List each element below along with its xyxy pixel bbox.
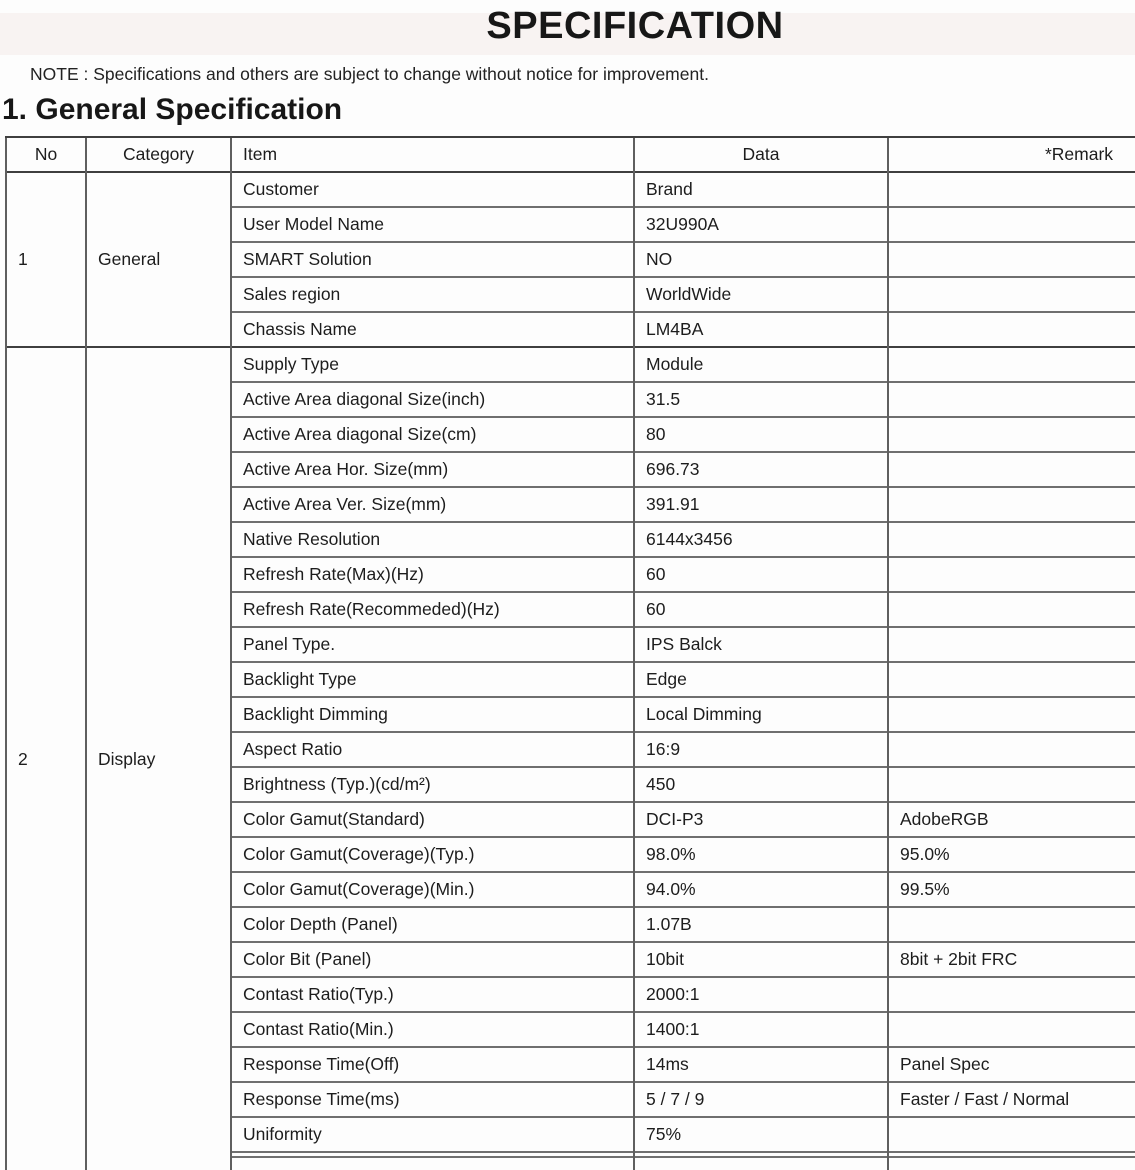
item-cell: Backlight Type bbox=[231, 662, 634, 697]
item-cell: User Model Name bbox=[231, 207, 634, 242]
remark-cell bbox=[888, 662, 1135, 697]
data-cell: DCI-P3 bbox=[634, 802, 888, 837]
remark-cell: Panel Spec bbox=[888, 1047, 1135, 1082]
item-cell: Contast Ratio(Typ.) bbox=[231, 977, 634, 1012]
data-cell: 14ms bbox=[634, 1047, 888, 1082]
remark-cell: 95.0% bbox=[888, 837, 1135, 872]
data-cell: 60 bbox=[634, 592, 888, 627]
data-cell: 80 bbox=[634, 417, 888, 452]
data-cell: 450 bbox=[634, 767, 888, 802]
table-row bbox=[6, 347, 1135, 382]
truncated-cell bbox=[231, 1157, 634, 1170]
item-cell: Customer bbox=[231, 172, 634, 207]
item-cell: Active Area diagonal Size(inch) bbox=[231, 382, 634, 417]
remark-cell bbox=[888, 1117, 1135, 1152]
note-text: NOTE : Specifications and others are subject to change without notice for improvement. bbox=[30, 64, 709, 84]
item-cell: Color Depth (Panel) bbox=[231, 907, 634, 942]
remark-cell bbox=[888, 522, 1135, 557]
data-cell: 1.07B bbox=[634, 907, 888, 942]
data-cell: LM4BA bbox=[634, 312, 888, 347]
item-cell: Native Resolution bbox=[231, 522, 634, 557]
remark-cell bbox=[888, 557, 1135, 592]
item-cell: Refresh Rate(Recommeded)(Hz) bbox=[231, 592, 634, 627]
data-cell: IPS Balck bbox=[634, 627, 888, 662]
item-cell: Color Gamut(Coverage)(Typ.) bbox=[231, 837, 634, 872]
table-header-row bbox=[6, 137, 1135, 172]
remark-cell: AdobeRGB bbox=[888, 802, 1135, 837]
item-cell: Chassis Name bbox=[231, 312, 634, 347]
item-cell: Active Area diagonal Size(cm) bbox=[231, 417, 634, 452]
remark-cell bbox=[888, 172, 1135, 207]
remark-cell bbox=[888, 1012, 1135, 1047]
item-cell: Refresh Rate(Max)(Hz) bbox=[231, 557, 634, 592]
data-cell: Local Dimming bbox=[634, 697, 888, 732]
item-cell: Active Area Hor. Size(mm) bbox=[231, 452, 634, 487]
remark-cell: 8bit + 2bit FRC bbox=[888, 942, 1135, 977]
item-cell: Uniformity bbox=[231, 1117, 634, 1152]
data-cell: Edge bbox=[634, 662, 888, 697]
data-cell: 16:9 bbox=[634, 732, 888, 767]
remark-cell bbox=[888, 487, 1135, 522]
item-cell: Color Gamut(Coverage)(Min.) bbox=[231, 872, 634, 907]
data-cell: 696.73 bbox=[634, 452, 888, 487]
section-category-cell: General bbox=[86, 172, 231, 347]
item-cell: SMART Solution bbox=[231, 242, 634, 277]
item-cell: Contast Ratio(Min.) bbox=[231, 1012, 634, 1047]
page-title: SPECIFICATION bbox=[486, 5, 784, 47]
data-cell: Module bbox=[634, 347, 888, 382]
remark-cell bbox=[888, 242, 1135, 277]
item-cell: Backlight Dimming bbox=[231, 697, 634, 732]
data-cell: 60 bbox=[634, 557, 888, 592]
remark-cell bbox=[888, 977, 1135, 1012]
data-cell: 2000:1 bbox=[634, 977, 888, 1012]
item-cell: Response Time(ms) bbox=[231, 1082, 634, 1117]
data-cell: Brand bbox=[634, 172, 888, 207]
remark-cell bbox=[888, 347, 1135, 382]
data-cell: 75% bbox=[634, 1117, 888, 1152]
remark-cell bbox=[888, 382, 1135, 417]
data-cell: WorldWide bbox=[634, 277, 888, 312]
data-cell: 94.0% bbox=[634, 872, 888, 907]
truncated-cell bbox=[634, 1157, 888, 1170]
data-cell: 1400:1 bbox=[634, 1012, 888, 1047]
remark-cell bbox=[888, 697, 1135, 732]
data-cell: 6144x3456 bbox=[634, 522, 888, 557]
header-cell-remark: *Remark bbox=[888, 137, 1135, 172]
remark-cell bbox=[888, 207, 1135, 242]
item-cell: Supply Type bbox=[231, 347, 634, 382]
remark-cell bbox=[888, 277, 1135, 312]
header-cell-item: Item bbox=[231, 137, 634, 172]
truncated-cell bbox=[888, 1157, 1135, 1170]
item-cell: Color Bit (Panel) bbox=[231, 942, 634, 977]
item-cell: Panel Type. bbox=[231, 627, 634, 662]
item-cell: Active Area Ver. Size(mm) bbox=[231, 487, 634, 522]
remark-cell bbox=[888, 417, 1135, 452]
section-no-cell: 1 bbox=[6, 172, 86, 347]
data-cell: 98.0% bbox=[634, 837, 888, 872]
section-no-cell: 2 bbox=[6, 347, 86, 1170]
item-cell: Sales region bbox=[231, 277, 634, 312]
table-row bbox=[6, 172, 1135, 207]
data-cell: 391.91 bbox=[634, 487, 888, 522]
remark-cell bbox=[888, 767, 1135, 802]
remark-cell bbox=[888, 592, 1135, 627]
remark-cell bbox=[888, 732, 1135, 767]
remark-cell bbox=[888, 312, 1135, 347]
data-cell: NO bbox=[634, 242, 888, 277]
data-cell: 10bit bbox=[634, 942, 888, 977]
remark-cell bbox=[888, 627, 1135, 662]
item-cell: Color Gamut(Standard) bbox=[231, 802, 634, 837]
item-cell: Response Time(Off) bbox=[231, 1047, 634, 1082]
section-heading: 1. General Specification bbox=[2, 93, 343, 126]
header-cell-data: Data bbox=[634, 137, 888, 172]
item-cell: Aspect Ratio bbox=[231, 732, 634, 767]
item-cell: Brightness (Typ.)(cd/m²) bbox=[231, 767, 634, 802]
general-specification-table bbox=[5, 136, 1135, 1170]
section-category-cell: Display bbox=[86, 347, 231, 1170]
remark-cell: 99.5% bbox=[888, 872, 1135, 907]
header-cell-category: Category bbox=[86, 137, 231, 172]
data-cell: 32U990A bbox=[634, 207, 888, 242]
data-cell: 5 / 7 / 9 bbox=[634, 1082, 888, 1117]
remark-cell bbox=[888, 907, 1135, 942]
remark-cell bbox=[888, 452, 1135, 487]
header-cell-no: No bbox=[6, 137, 86, 172]
data-cell: 31.5 bbox=[634, 382, 888, 417]
remark-cell: Faster / Fast / Normal bbox=[888, 1082, 1135, 1117]
